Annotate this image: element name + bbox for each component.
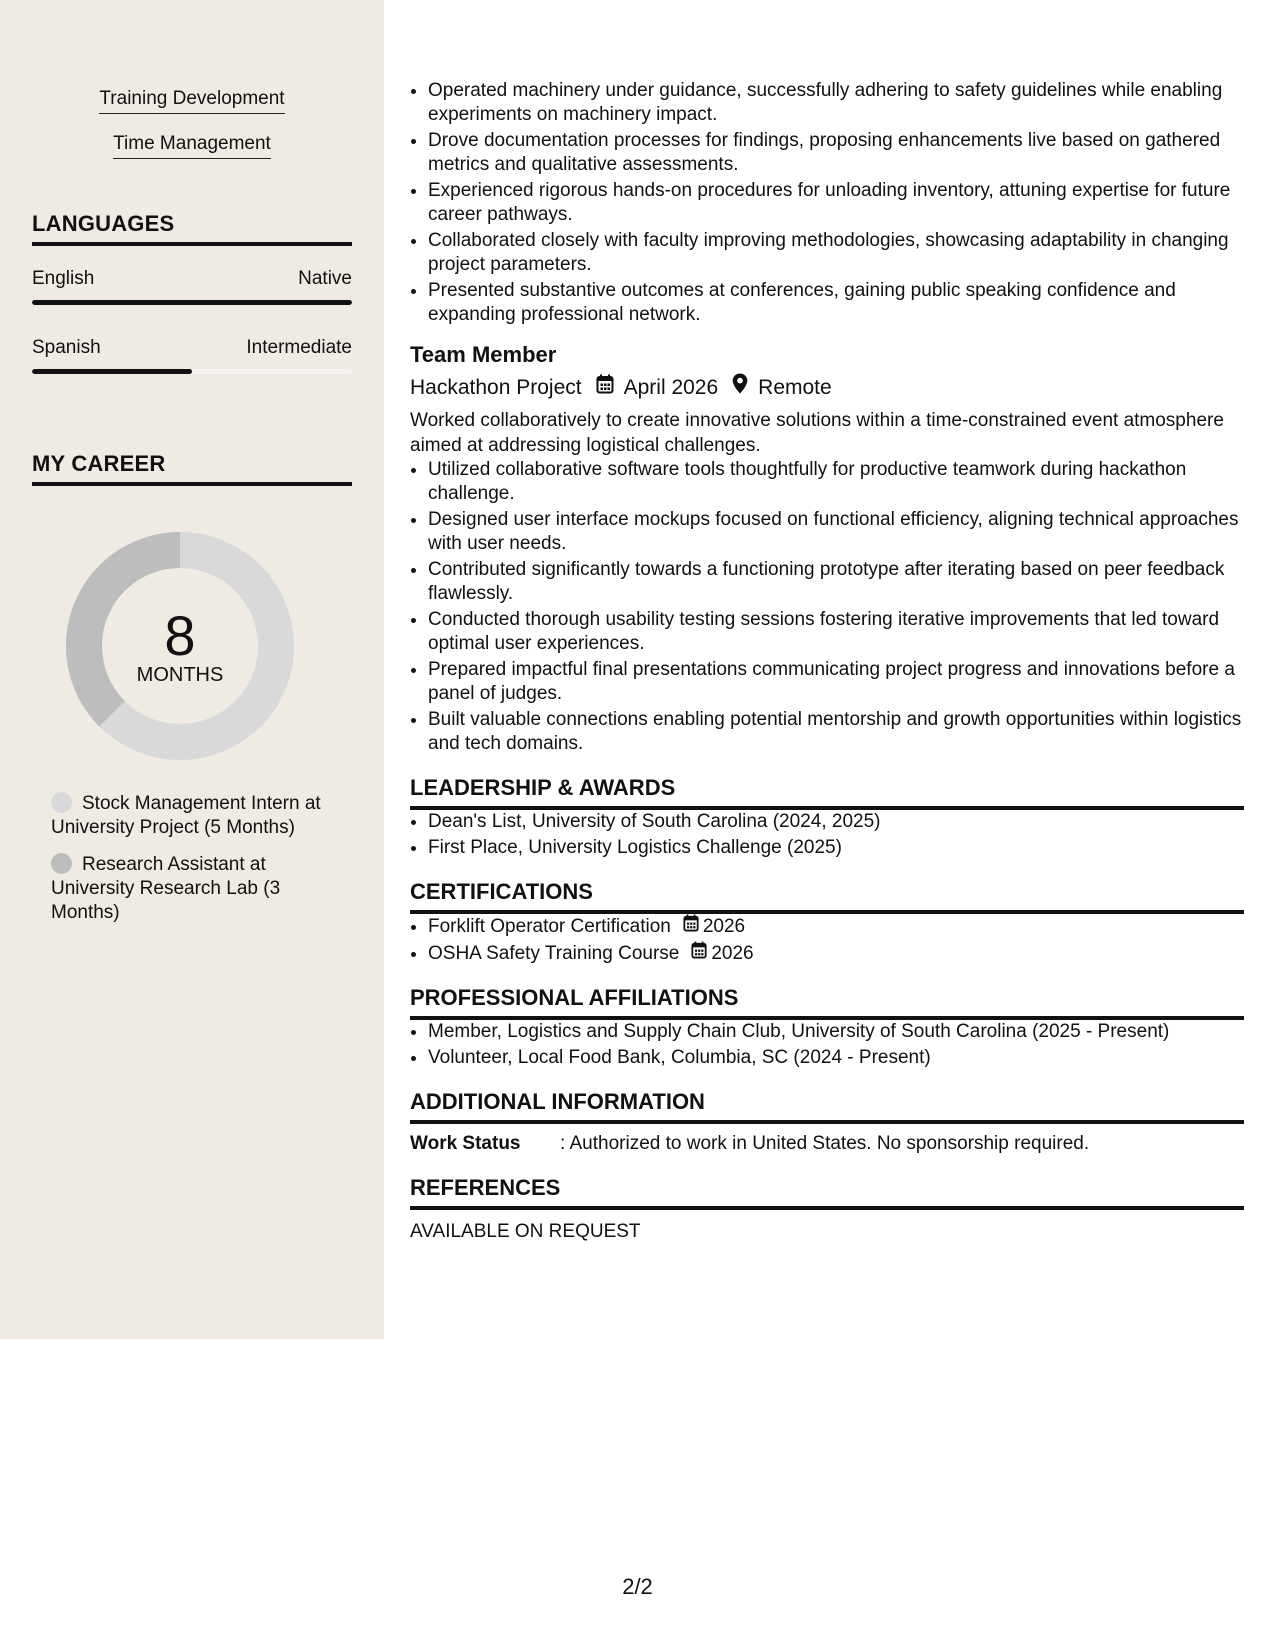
list-item: • Utilized collaborative software tools thoughtfully for productive teamwork during hackathon challenge. bbox=[428, 458, 1244, 506]
language-bar-fill bbox=[32, 300, 352, 305]
page-number: 2/2 bbox=[622, 1574, 653, 1599]
calendar-icon bbox=[683, 914, 699, 939]
career-legend-item: Research Assistant at University Research Lab (3 Months) bbox=[51, 854, 281, 923]
language-bar bbox=[32, 300, 352, 305]
previous-role-bullets bbox=[410, 79, 1244, 327]
list-item: • Dean's List, University of South Carolina (2024, 2025) bbox=[428, 810, 1244, 834]
career-heading: MY CAREER bbox=[32, 451, 166, 476]
languages-heading: LANGUAGES bbox=[32, 211, 175, 236]
career-total-months: 8 bbox=[164, 604, 196, 667]
additional-info-heading: ADDITIONAL INFORMATION bbox=[410, 1088, 1244, 1124]
legend-dot-icon bbox=[51, 792, 72, 813]
list-item: • Built valuable connections enabling potential mentorship and growth opportunities within logistics and tech domains. bbox=[428, 708, 1244, 756]
certification-name: • Forklift Operator Certification bbox=[428, 915, 671, 937]
language-bar-fill bbox=[32, 369, 192, 374]
list-item: • Contributed significantly towards a functioning prototype after iterating based on peer feedback flawlessly. bbox=[428, 558, 1244, 606]
list-item: • Volunteer, Local Food Bank, Columbia, SC (2024 - Present) bbox=[428, 1046, 1244, 1070]
list-item: • Conducted thorough usability testing sessions fostering iterative improvements that led toward optimal user experiences. bbox=[428, 608, 1244, 656]
leadership-heading: LEADERSHIP & AWARDS bbox=[410, 774, 1244, 810]
work-status-row bbox=[410, 1132, 1244, 1156]
calendar-icon bbox=[596, 374, 614, 402]
career-heading-rule bbox=[32, 482, 352, 486]
list-item: • Experienced rigorous hands-on procedures for unloading inventory, attuning expertise for future career pathways. bbox=[428, 179, 1244, 227]
job-location: Remote bbox=[758, 375, 832, 399]
list-item: • Drove documentation processes for findings, proposing enhancements live based on gathered metrics and qualitative assessments. bbox=[428, 129, 1244, 177]
list-item: • Designed user interface mockups focused on functional efficiency, aligning technical approaches with user needs. bbox=[428, 508, 1244, 556]
leadership-list bbox=[410, 810, 1244, 860]
job-description: Worked collaboratively to create innovative solutions within a time-constrained event atmosphere aimed at addressing logistical challenges. bbox=[410, 410, 1224, 456]
list-item: • Operated machinery under guidance, successfully adhering to safety guidelines while enabling experiments on machinery impact. bbox=[428, 79, 1244, 127]
affiliations-list bbox=[410, 1020, 1244, 1070]
calendar-icon bbox=[691, 941, 707, 966]
skill-item: Training Development bbox=[0, 88, 384, 114]
references-heading: REFERENCES bbox=[410, 1174, 1244, 1210]
list-item: • Prepared impactful final presentations communicating project progress and innovations before a panel of judges. bbox=[428, 658, 1244, 706]
certification-year: 2026 bbox=[711, 942, 754, 964]
list-item: • Collaborated closely with faculty improving methodologies, showcasing adaptability in changing project parameters. bbox=[428, 229, 1244, 277]
certification-name: • OSHA Safety Training Course bbox=[428, 942, 680, 964]
affiliations-heading: PROFESSIONAL AFFILIATIONS bbox=[410, 984, 1244, 1020]
language-level: Intermediate bbox=[246, 337, 352, 358]
job-meta bbox=[410, 373, 1244, 402]
languages-heading-rule bbox=[32, 242, 352, 246]
main-content bbox=[410, 79, 1244, 1244]
language-level: Native bbox=[298, 268, 352, 289]
references-text: AVAILABLE ON REQUEST bbox=[410, 1221, 641, 1242]
job-date: April 2026 bbox=[623, 375, 719, 399]
list-item: • Member, Logistics and Supply Chain Club, University of South Carolina (2025 - Present) bbox=[428, 1020, 1244, 1044]
work-status-label: Work Status bbox=[410, 1133, 521, 1154]
list-item bbox=[428, 941, 1244, 966]
job-title: Team Member bbox=[410, 342, 557, 367]
job-organization: Hackathon Project bbox=[410, 375, 582, 399]
location-pin-icon bbox=[732, 373, 748, 402]
legend-dot-icon bbox=[51, 853, 72, 874]
list-item bbox=[428, 914, 1244, 939]
language-name: Spanish bbox=[32, 337, 101, 358]
certifications-list bbox=[410, 914, 1244, 966]
skill-item: Time Management bbox=[0, 133, 384, 159]
list-item: • Presented substantive outcomes at conferences, gaining public speaking confidence and expanding professional network. bbox=[428, 279, 1244, 327]
certifications-heading: CERTIFICATIONS bbox=[410, 878, 1244, 914]
career-legend-item: Stock Management Intern at University Project (5 Months) bbox=[51, 793, 321, 838]
language-row bbox=[32, 337, 352, 359]
language-row bbox=[32, 268, 352, 290]
language-name: English bbox=[32, 268, 95, 289]
list-item: • First Place, University Logistics Challenge (2025) bbox=[428, 836, 1244, 860]
job-bullets bbox=[410, 458, 1244, 756]
certification-year: 2026 bbox=[702, 915, 746, 937]
work-status-value: : Authorized to work in United States. No sponsorship required. bbox=[560, 1133, 1090, 1154]
language-bar bbox=[32, 369, 352, 374]
career-total-unit: MONTHS bbox=[136, 664, 224, 686]
